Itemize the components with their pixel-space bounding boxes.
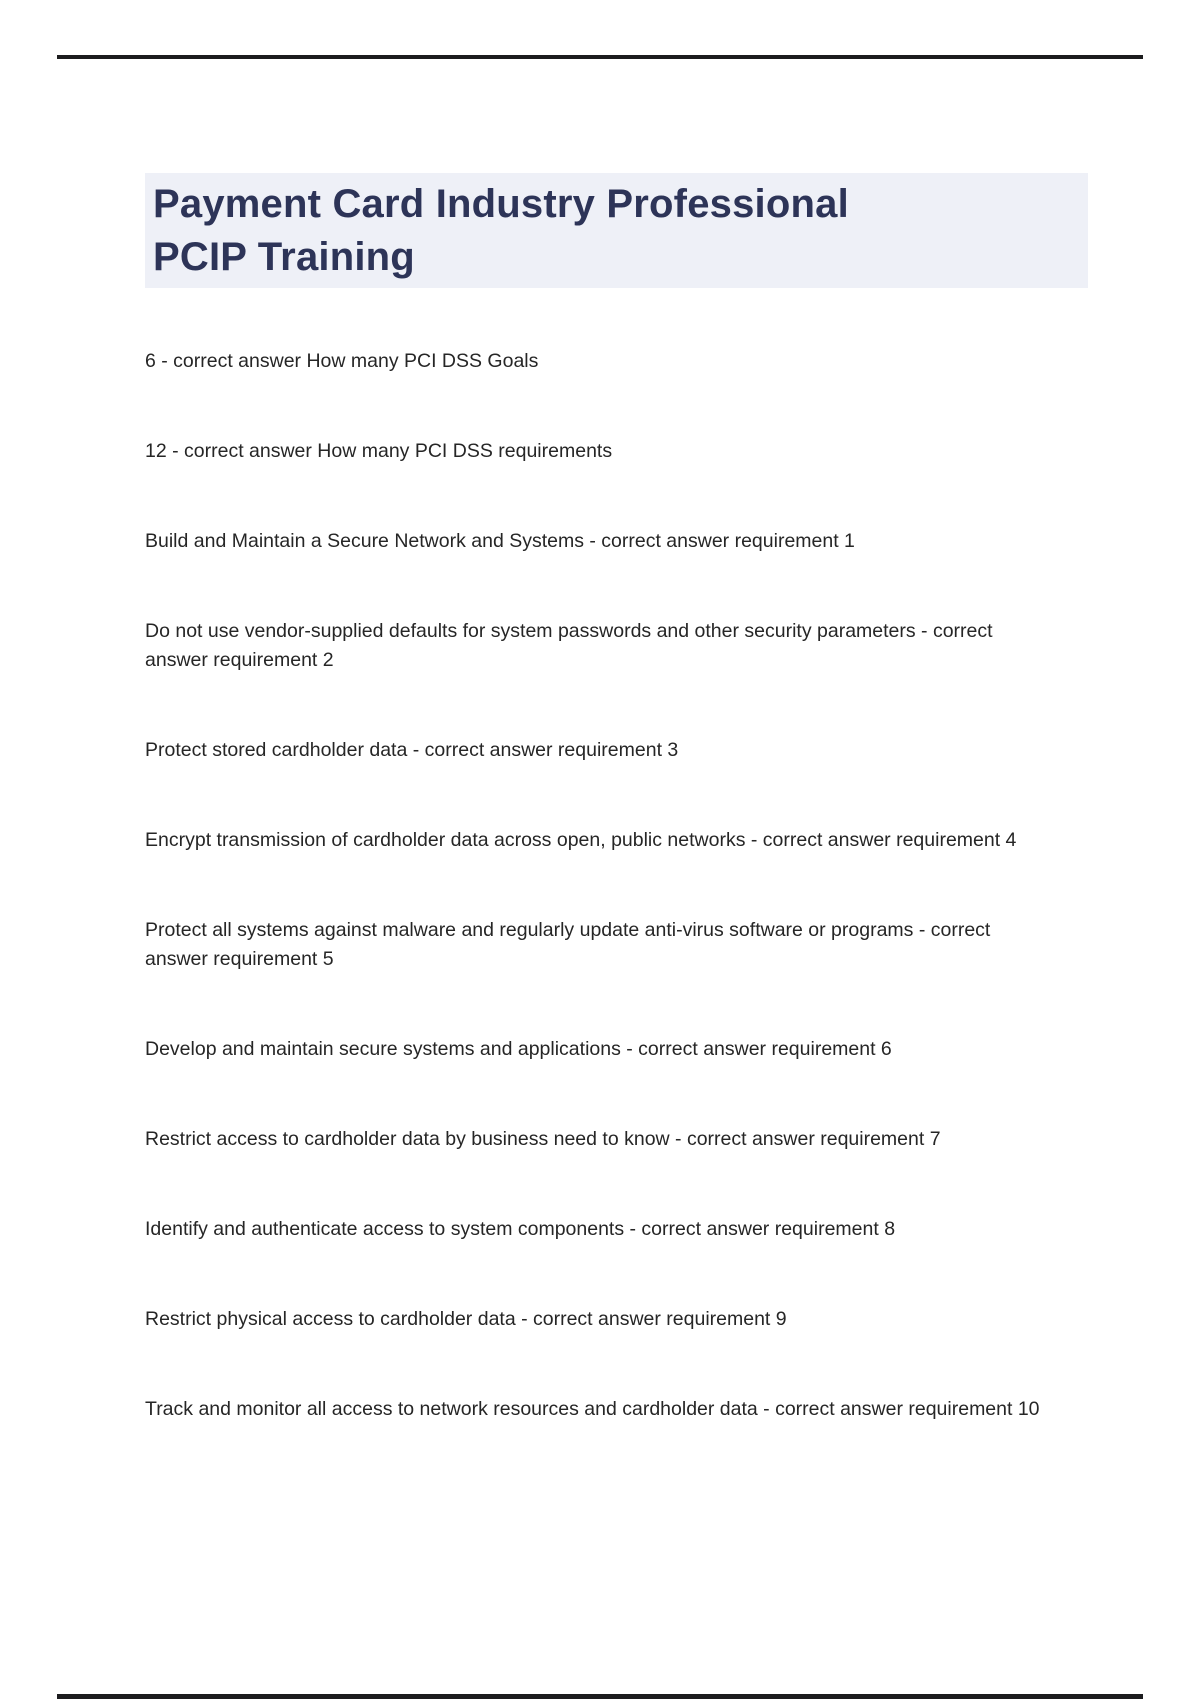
qa-item: Do not use vendor-supplied defaults for system passwords and other security parameters - correct answer requirement 2 <box>145 620 993 671</box>
qa-item: Restrict physical access to cardholder data - correct answer requirement 9 <box>145 1308 787 1330</box>
qa-item: Encrypt transmission of cardholder data across open, public networks - correct answer requirement 4 <box>145 829 1017 851</box>
top-horizontal-rule <box>57 55 1143 59</box>
qa-item: Build and Maintain a Secure Network and Systems - correct answer requirement 1 <box>145 530 855 552</box>
page-title-line-1: Payment Card Industry Professional <box>153 181 849 226</box>
qa-item: Develop and maintain secure systems and applications - correct answer requirement 6 <box>145 1038 892 1060</box>
qa-item: 6 - correct answer How many PCI DSS Goals <box>145 350 539 372</box>
qa-item: Track and monitor all access to network resources and cardholder data - correct answer requirement 10 <box>145 1398 1040 1420</box>
page-title-line-2: PCIP Training <box>153 234 415 279</box>
qa-item: Restrict access to cardholder data by business need to know - correct answer requirement 7 <box>145 1128 941 1150</box>
qa-item: Protect stored cardholder data - correct answer requirement 3 <box>145 739 679 761</box>
page-title <box>145 173 1088 288</box>
qa-item: Protect all systems against malware and regularly update anti-virus software or programs - correct answer requirement 5 <box>145 919 991 970</box>
qa-list <box>145 347 1050 1485</box>
bottom-horizontal-rule <box>57 1694 1143 1699</box>
qa-item: 12 - correct answer How many PCI DSS requirements <box>145 440 613 462</box>
qa-item: Identify and authenticate access to system components - correct answer requirement 8 <box>145 1218 896 1240</box>
